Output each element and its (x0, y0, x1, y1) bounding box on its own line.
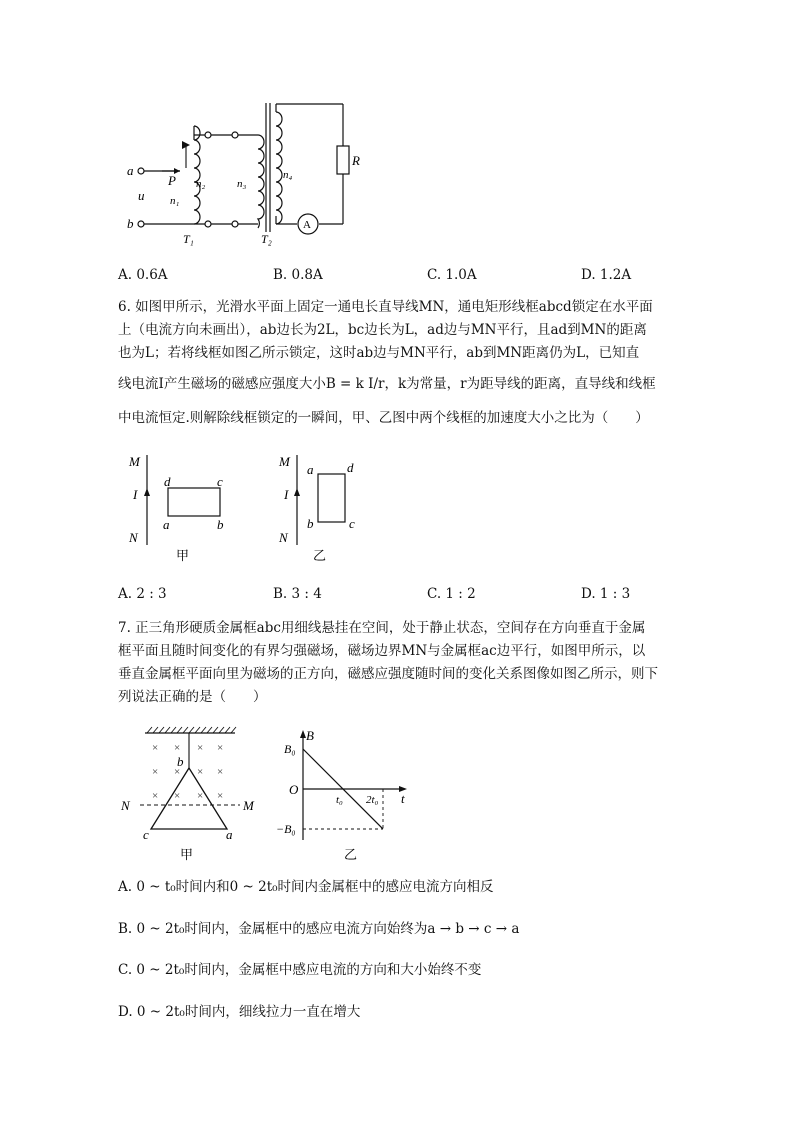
q7-field-crosses (152, 742, 223, 802)
field-cross: × (197, 742, 204, 754)
q6-option-b[interactable]: B. 3 : 4 (273, 586, 322, 602)
q7-stem-line-3: 垂直金属框平面向里为磁场的正方向，磁感应强度随时间的变化关系图像如图乙所示，则下 (118, 666, 658, 682)
q6-figure-yi (275, 448, 370, 566)
q5-label-n3: n₃ (237, 178, 247, 190)
q6-stem-line-1: 6. 如图甲所示，光滑水平面上固定一通电长直导线MN，通电矩形线框abcd锁定在水平面 (118, 299, 653, 315)
q5-label-n1: n₁ (170, 195, 180, 207)
q6-jia-M: M (129, 454, 140, 469)
q7-yi-t0: t₀ (336, 794, 343, 806)
q6-yi-caption: 乙 (313, 548, 327, 563)
q7-option-c[interactable]: C. 0 ~ 2t₀时间内，金属框中感应电流的方向和大小始终不变 (118, 962, 482, 978)
field-cross: × (217, 766, 224, 778)
q5-label-u: u (138, 188, 145, 203)
q5-label-R: R (352, 153, 360, 168)
q6-yi-a: a (307, 462, 314, 477)
q6-option-c[interactable]: C. 1 : 2 (427, 586, 476, 602)
q6-yi-b: b (307, 516, 314, 531)
field-cross: × (152, 766, 159, 778)
q7-yi-O: O (289, 782, 299, 797)
q6-stem-line-3: 也为L；若将线框如图乙所示锁定，这时ab边与MN平行，ab到MN距离仍为L，已知直 (118, 345, 640, 361)
field-cross: × (174, 766, 181, 778)
q5-label-T1: T₁ (183, 232, 194, 246)
q6-yi-N: N (279, 530, 288, 545)
q7-figure-yi (270, 724, 420, 864)
q6-jia-d: d (164, 474, 171, 489)
q5-option-a[interactable]: A. 0.6A (118, 267, 168, 283)
q7-yi-caption: 乙 (344, 847, 358, 862)
q6-stem-line-4: 线电流I产生磁场的磁感应强度大小B = k I/r，k为常量，r为距导线的距离，直导线和线框 (118, 376, 656, 392)
q6-stem-line-2: 上（电流方向未画出），ab边长为2L，bc边长为L，ad边与MN平行，且ad到MN的距离 (118, 322, 647, 338)
q7-option-d[interactable]: D. 0 ~ 2t₀时间内，细线拉力一直在增大 (118, 1004, 361, 1020)
q7-jia-caption: 甲 (180, 847, 194, 862)
q5-option-d[interactable]: D. 1.2A (581, 267, 632, 283)
field-cross: × (174, 742, 181, 754)
q6-jia-N: N (129, 530, 138, 545)
q7-yi-negB0: −B₀ (276, 822, 296, 836)
q6-option-a[interactable]: A. 2 : 3 (118, 586, 167, 602)
q5-label-a: a (127, 163, 134, 178)
field-cross: × (197, 790, 204, 802)
q7-stem-line-4: 列说法正确的是（ ） (118, 689, 267, 705)
q7-stem-line-1: 7. 正三角形硬质金属框abc用细线悬挂在空间，处于静止状态，空间存在方向垂直于金属 (118, 620, 646, 636)
field-cross: × (197, 766, 204, 778)
q6-jia-c: c (217, 474, 223, 489)
q6-jia-a: a (163, 517, 170, 532)
q5-option-c[interactable]: C. 1.0A (427, 267, 477, 283)
q5-label-b: b (127, 216, 134, 231)
q6-option-d[interactable]: D. 1 : 3 (581, 586, 631, 602)
q7-stem-line-2: 框平面且随时间变化的有界匀强磁场，磁场边界MN与金属框ac边平行，如图甲所示，以 (118, 643, 646, 659)
field-cross: × (152, 790, 159, 802)
q6-stem-line-5: 中电流恒定.则解除线框锁定的一瞬间，甲、乙图中两个线框的加速度大小之比为（ ） (118, 410, 649, 426)
q7-figure-jia (115, 724, 265, 864)
q5-label-T2: T₂ (261, 232, 272, 246)
q7-yi-t: t (401, 791, 405, 806)
q5-label-P: P (168, 173, 176, 188)
q7-jia-M: M (243, 798, 254, 813)
q6-figure-jia (120, 448, 230, 566)
q6-jia-I: I (133, 487, 138, 502)
q7-yi-2t0: 2t₀ (366, 794, 379, 806)
q7-option-b[interactable]: B. 0 ~ 2t₀时间内，金属框中的感应电流方向始终为a → b → c → a (118, 921, 520, 937)
q7-jia-N: N (121, 798, 130, 813)
q7-jia-c: c (143, 827, 149, 842)
field-cross: × (174, 790, 181, 802)
q6-jia-b: b (217, 517, 224, 532)
q7-yi-B0: B₀ (284, 742, 296, 756)
field-cross: × (152, 742, 159, 754)
q5-label-n4: n₄ (283, 169, 293, 181)
q7-yi-B: B (306, 728, 314, 743)
q6-jia-caption: 甲 (176, 548, 190, 563)
q5-label-ammeter: A (303, 219, 311, 231)
field-cross: × (217, 742, 224, 754)
q5-label-n2: n₂ (196, 178, 206, 190)
q5-transformer-circuit (110, 95, 370, 250)
q7-jia-b: b (177, 754, 184, 769)
q7-option-a[interactable]: A. 0 ~ t₀时间内和0 ~ 2t₀时间内金属框中的感应电流方向相反 (118, 879, 494, 895)
q6-yi-I: I (284, 487, 289, 502)
q6-yi-d: d (347, 460, 354, 475)
field-cross: × (217, 790, 224, 802)
q7-jia-a: a (226, 827, 233, 842)
q5-option-b[interactable]: B. 0.8A (273, 267, 323, 283)
q6-yi-M: M (279, 454, 290, 469)
q6-yi-c: c (349, 516, 355, 531)
